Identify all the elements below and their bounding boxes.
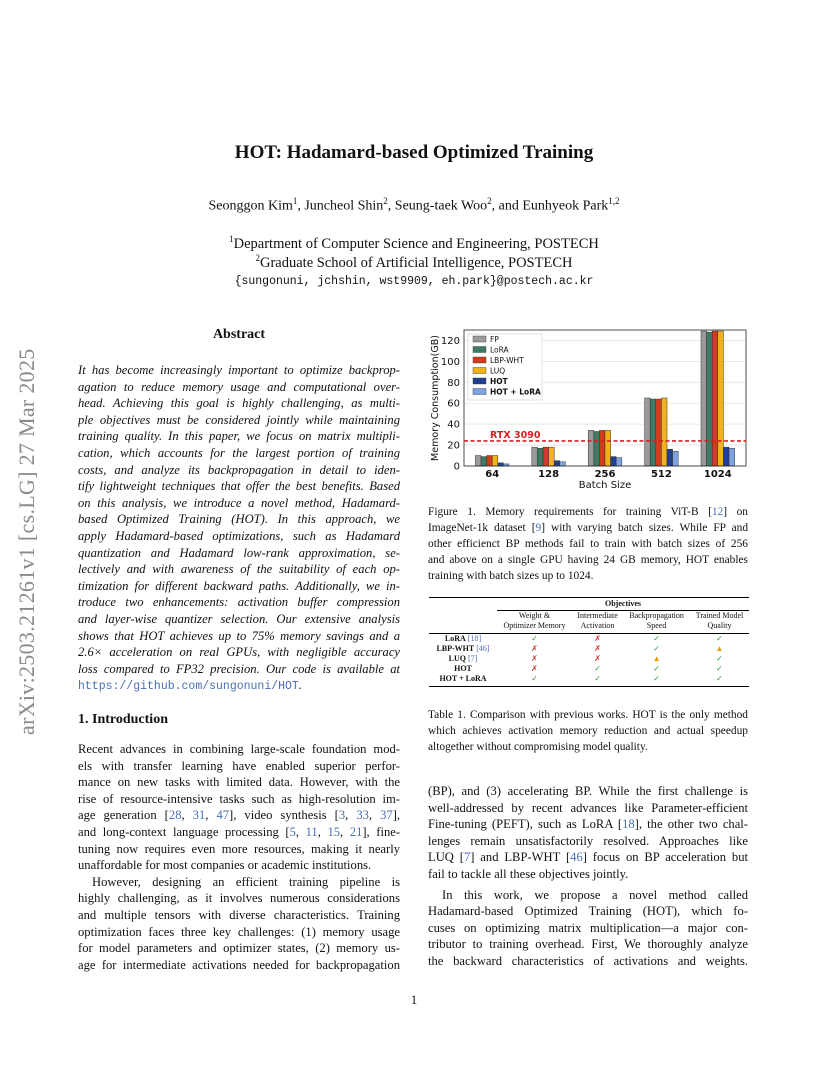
text-line: tributor to training overhead. First, We thoroughly analyze	[428, 937, 748, 952]
citation-link[interactable]: 33	[356, 808, 369, 823]
bar	[543, 447, 549, 466]
text-line: on this analysis, we introduce a novel method, Hadamard-	[78, 495, 400, 510]
y-axis-label: Memory Consumption(GB)	[430, 335, 441, 461]
author-name: , Juncheol Shin	[297, 198, 384, 214]
x-tick-label: 128	[538, 469, 560, 480]
affiliation-marker: 1,2	[608, 196, 620, 206]
text-line: and multiple tensors with diverse characteristics. Training	[78, 907, 400, 922]
text-run: ] on	[723, 506, 748, 518]
text-line: the backward characteristics of activations and weights.	[428, 953, 748, 968]
text-line: Hadamard-based Optimized Training (HOT), which fo-	[428, 904, 748, 919]
method-name: HOT	[454, 664, 472, 673]
text-run: Figure 1. Memory requirements for training ViT-B [	[428, 506, 712, 518]
arxiv-identifier: arXiv:2503.21261v1 [cs.LG] 27 Mar 2025	[14, 348, 39, 735]
triangle-icon: ▲	[715, 644, 724, 653]
bar	[481, 457, 487, 466]
text-run: ,	[295, 824, 306, 839]
check-icon: ✓	[594, 664, 601, 673]
citation-link[interactable]: 28	[168, 808, 182, 823]
bar	[594, 431, 600, 466]
y-tick-label: 120	[440, 335, 460, 347]
table-row	[429, 674, 749, 684]
text-run: ImageNet-1k dataset [	[428, 522, 536, 534]
text-run: and above on a single GPU having 24 GB memory, HOT enables	[428, 554, 748, 566]
bar	[549, 447, 555, 466]
x-tick-label: 1024	[703, 469, 732, 480]
text-line: quantization and Hadamard low-rank approximation, se-	[78, 545, 400, 560]
cross-icon: ✗	[531, 654, 538, 663]
cross-icon: ✗	[594, 644, 601, 653]
bar	[701, 331, 707, 466]
y-tick-label: 0	[453, 461, 460, 473]
text-run: well-addressed by recent advances like Parameter-efficient	[428, 800, 748, 815]
affiliation-2	[0, 253, 828, 272]
text-run: Fine-tuning (PEFT), such as LoRA [	[428, 817, 623, 832]
code-link[interactable]: https://github.com/sungonuni/HOT	[78, 680, 299, 694]
citation-link[interactable]: 12	[711, 506, 724, 518]
text-line: cation, which accounts for the largest portion of training	[78, 445, 400, 460]
text-line: apply Hadamard-based optimizations, such as Hadamard	[78, 528, 400, 543]
text-line: 2.6× acceleration on real GPUs, with negligible accuracy	[78, 645, 400, 660]
x-tick-label: 64	[485, 469, 500, 480]
check-icon: ✓	[716, 654, 723, 663]
table-row	[429, 634, 749, 645]
text-run: ,	[340, 824, 350, 839]
text-line: optimization faces three key challenges: (1) memory usage	[78, 924, 400, 939]
legend-swatch	[473, 378, 486, 384]
abstract-heading: Abstract	[212, 327, 266, 342]
text-line: However, designing an efficient training pipeline is	[92, 874, 400, 889]
comparison-table	[429, 597, 749, 687]
y-tick-label: 80	[447, 377, 460, 389]
figure-1-caption	[428, 504, 748, 584]
legend-swatch	[473, 368, 486, 374]
legend-label: HOT	[490, 377, 508, 386]
text-line: timization for different backward paths. Additionally, we in-	[78, 578, 400, 593]
text-run: mance on new tasks with limited data. However, with the	[78, 775, 400, 790]
text-run: lenges remain unsatisfactorily resolved. Approaches like	[428, 833, 748, 848]
text-line: for model parameters and optimizer states, (2) memory us-	[78, 941, 400, 956]
cross-icon: ✗	[531, 664, 538, 673]
bar	[645, 398, 651, 466]
abstract-last-line	[78, 677, 400, 696]
bar	[729, 448, 735, 466]
check-icon: ✓	[653, 674, 660, 683]
text-run: els with transfer learning have enabled superior perfor-	[78, 758, 400, 773]
text-run: ],	[392, 808, 401, 823]
text-line	[428, 783, 748, 800]
text-line	[78, 791, 400, 808]
cross-icon: ✗	[594, 654, 601, 663]
bar	[611, 457, 617, 466]
text-line: training quality. In this paper, we focus on matrix multipli-	[78, 429, 400, 444]
bar	[599, 430, 605, 466]
text-line	[428, 866, 748, 883]
citation-link[interactable]: 46	[570, 850, 583, 865]
text-line	[428, 568, 748, 584]
text-line	[428, 849, 748, 866]
legend-swatch	[473, 357, 486, 363]
bar	[492, 456, 498, 466]
affiliation-1	[0, 234, 828, 253]
bar	[554, 461, 560, 466]
text-line: Table 1. Comparison with previous works. HOT is the only method	[428, 709, 748, 721]
column-header: Trained Model Quality	[695, 611, 744, 630]
text-run: fail to tackle all these objectives jointly.	[428, 866, 629, 881]
page-number: 1	[410, 992, 418, 1007]
legend-label: HOT + LoRA	[490, 387, 541, 397]
text-run: LUQ [	[428, 850, 464, 865]
citation-link[interactable]: 18	[622, 817, 635, 832]
method-name: LUQ [7]	[448, 654, 478, 663]
text-run: ] with varying batch sizes. While FP and	[541, 522, 749, 534]
text-line	[428, 816, 748, 833]
text-line: troduce two enhancements: activation buffer compression	[78, 595, 400, 610]
text-line: shows that HOT achieves up to 75% memory savings and a	[78, 628, 400, 643]
paper-title: HOT: Hadamard-based Optimized Training	[234, 142, 594, 163]
bar	[487, 456, 493, 466]
author-emails: {sungonuni, jchshin, wst9909, eh.park}@postech.ac.kr	[234, 275, 594, 288]
text-line	[428, 552, 748, 568]
text-line: costs, and analyze its backpropagation in detail to iden-	[78, 462, 400, 477]
y-tick-label: 20	[447, 440, 460, 452]
x-tick-label: 512	[650, 469, 672, 480]
y-tick-label: 60	[447, 398, 460, 410]
text-line	[78, 741, 400, 758]
text-run: and long-context language processing [	[78, 824, 290, 839]
citation-link[interactable]: 9	[535, 522, 542, 534]
y-tick-label: 100	[440, 356, 460, 368]
table-row	[429, 654, 749, 664]
citation-link[interactable]: [7]	[466, 654, 478, 663]
empty-header	[429, 611, 497, 634]
table-row	[429, 644, 749, 654]
legend-swatch	[473, 389, 486, 395]
text-run: ,	[181, 808, 193, 823]
text-line: It has become increasingly important to optimize backprop-	[78, 363, 400, 377]
text-line: lectively and with awareness of the suitability of each op-	[78, 562, 400, 577]
citation-link[interactable]: 3	[338, 808, 346, 823]
text-line	[428, 536, 748, 552]
text-line	[428, 520, 748, 536]
bar	[498, 463, 504, 466]
affiliation-marker: 1	[292, 196, 298, 206]
text-run: ], video synthesis [	[229, 808, 339, 823]
bar	[718, 331, 724, 466]
author-name: , Seung-taek Woo	[387, 198, 488, 214]
period: .	[298, 678, 302, 693]
check-icon: ✓	[716, 674, 723, 683]
bar	[537, 448, 543, 466]
y-tick-label: 40	[447, 419, 460, 431]
citation-link[interactable]: 31	[192, 808, 206, 823]
affiliation-text: Department of Computer Science and Engineering, POSTECH	[233, 235, 599, 252]
text-line	[78, 824, 400, 841]
text-line: and layer-wise quantizer selection. Our extensive analysis	[78, 611, 400, 626]
affiliation-marker: 2	[255, 253, 260, 263]
cross-icon: ✗	[594, 634, 601, 643]
citation-link[interactable]: 21	[349, 824, 363, 839]
legend-swatch	[473, 336, 486, 342]
x-axis-label: Batch Size	[578, 480, 632, 490]
bar	[667, 449, 673, 466]
bar	[475, 456, 481, 466]
check-icon: ✓	[594, 674, 601, 683]
check-icon: ✓	[716, 634, 723, 643]
text-run: ], the other two chal-	[634, 817, 748, 832]
text-line: based Optimized Training (HOT). In this approach, we	[78, 512, 400, 527]
text-line: loss compared to FP32 precision. Our code is available at	[78, 661, 400, 676]
method-name: LoRA [18]	[444, 634, 482, 643]
citation-link[interactable]: 37	[380, 808, 393, 823]
bar	[650, 399, 656, 466]
bar	[656, 399, 662, 466]
text-run: ,	[205, 808, 217, 823]
text-run: tuning now requires even more resources, making it nearly	[78, 841, 400, 856]
text-line	[78, 841, 400, 858]
bar	[588, 430, 594, 466]
citation-link[interactable]: 15	[327, 824, 341, 839]
citation-link[interactable]: 11	[305, 824, 318, 839]
author-name: Seonggon Kim	[208, 198, 293, 214]
check-icon: ✓	[531, 674, 538, 683]
bar	[723, 447, 729, 466]
objectives-header: Objectives	[497, 599, 749, 611]
text-run: rise of resource-intensive tasks such as high-resolution im-	[78, 791, 400, 806]
text-run: ] and LBP-WHT [	[470, 850, 571, 865]
affiliation-marker: 2	[487, 196, 492, 206]
text-line: agation to reduce memory usage and computational over-	[78, 379, 400, 394]
reference-label: RTX 3090	[490, 429, 541, 441]
bar	[661, 398, 667, 466]
bar	[712, 331, 718, 466]
method-name: HOT + LoRA	[439, 674, 487, 683]
text-line	[78, 774, 400, 791]
legend-swatch	[473, 347, 486, 353]
bar	[532, 447, 538, 466]
introduction-body	[78, 741, 400, 973]
citation-link[interactable]: 7	[463, 850, 471, 865]
check-icon: ✓	[653, 634, 660, 643]
text-line: altogether without compromising model quality.	[428, 741, 648, 753]
text-run: (BP), and (3) accelerating BP. While the first challenge is	[428, 784, 748, 798]
text-line	[428, 504, 748, 520]
bar	[616, 458, 622, 466]
text-line: age for intermediate activations needed for backpropagation	[78, 957, 400, 972]
citation-link[interactable]: 47	[216, 808, 230, 823]
right-column-body	[428, 783, 748, 970]
column-header: Intermediate Activation	[577, 611, 618, 630]
cross-icon: ✗	[531, 644, 538, 653]
text-line: tify lightweight techniques that offer the best benefits. Based	[78, 479, 400, 494]
text-run: ], fine-	[362, 824, 401, 839]
text-line	[428, 833, 748, 850]
legend-label: LUQ	[490, 366, 506, 376]
affiliation-marker: 2	[383, 196, 388, 206]
text-line	[78, 857, 400, 874]
text-run: Recent advances in combining large-scale foundation mod-	[78, 742, 400, 756]
text-line	[78, 807, 400, 824]
text-line: highly challenging, as it involves numerous considerations	[78, 891, 400, 906]
text-line: which achieves activation memory reduction and actual speedup	[428, 725, 748, 737]
text-line: ple objectives must be considered jointly while maintaining	[78, 412, 400, 427]
table-1-caption	[428, 707, 748, 755]
text-run: unaffordable for most companies or academic institutions.	[78, 858, 372, 873]
legend-label: LoRA	[490, 345, 509, 355]
column-header: Weight & Optimizer Memory	[503, 611, 566, 630]
text-line: cuses on optimizing matrix multiplication—a major con-	[428, 920, 748, 935]
affiliation-marker: 1	[229, 234, 234, 244]
author-name: , and Eunhyeok Park	[491, 198, 609, 214]
text-run: ] focus on BP acceleration but	[582, 850, 748, 865]
legend-label: FP	[490, 335, 499, 344]
text-run: ,	[317, 824, 328, 839]
method-name: LBP-WHT [46]	[436, 644, 490, 653]
text-line	[78, 758, 400, 775]
bar	[560, 462, 566, 466]
introduction-heading: 1. Introduction	[78, 712, 168, 727]
triangle-icon: ▲	[652, 654, 661, 663]
affiliation-text: Graduate School of Artificial Intelligence, POSTECH	[260, 254, 573, 271]
bar	[673, 451, 679, 466]
author-list	[0, 196, 828, 215]
table-row	[429, 664, 749, 674]
text-line: head. Achieving this goal is highly challenging, as multi-	[78, 396, 400, 411]
bar	[707, 332, 713, 466]
check-icon: ✓	[653, 664, 660, 673]
memory-bar-chart	[428, 326, 752, 490]
citation-link[interactable]: [46]	[474, 644, 490, 653]
check-icon: ✓	[716, 664, 723, 673]
text-run: age generation [	[78, 808, 169, 823]
text-run: other efficienct BP methods fail to train with batch sizes of 256	[428, 538, 748, 550]
check-icon: ✓	[653, 644, 660, 653]
x-tick-label: 256	[594, 469, 616, 480]
text-run: ,	[368, 808, 381, 823]
abstract-body	[78, 362, 400, 696]
check-icon: ✓	[531, 634, 538, 643]
text-line: In this work, we propose a novel method called	[442, 887, 748, 902]
text-line	[428, 800, 748, 817]
bar	[605, 430, 611, 466]
text-run: ,	[345, 808, 357, 823]
citation-link[interactable]: 5	[289, 824, 296, 839]
legend-label: LBP-WHT	[490, 356, 524, 365]
column-header: Backpropagation Speed	[629, 611, 684, 630]
citation-link[interactable]: [18]	[465, 634, 482, 643]
text-run: training with batch sizes up to 1024.	[428, 570, 594, 582]
